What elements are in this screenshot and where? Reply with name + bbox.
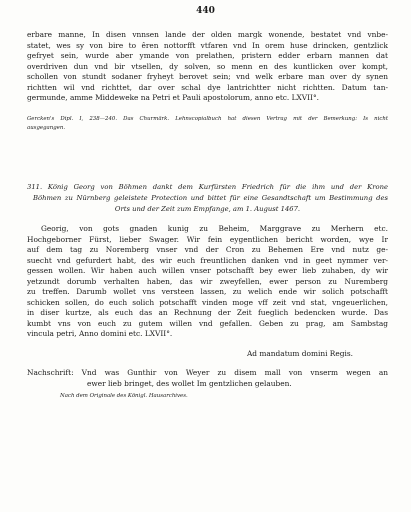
postscript-line: Nachschrift: Vnd was Gunthir von Weyer zu disem mall von vnserm wegen an <box>27 368 388 377</box>
letter-line: vincula petri, Anno domini etc. LXVII°. <box>27 329 173 338</box>
text-line: overdriven dun vnd bir vtsellen, dy solven, so menn en des kuntlicken over kompt, <box>27 61 388 71</box>
letter-line: zu treffen. Darumb wollet vns versteen lassen, zu welich ende wir solich potschafft <box>27 287 388 296</box>
heading-line: Orts und der Zeit zum Empfange, am 1. August 1467. <box>114 205 301 213</box>
letter-line: kumbt vns von euch zu gutem willen vnd gefallen. Geben zu prag, am Sambstag <box>27 318 388 328</box>
heading-line: Böhmen zu Nürnberg geleistete Protection und bittet für eine Gesandtschaft um Bestimmung des <box>33 194 388 202</box>
postscript <box>27 368 388 389</box>
letter-line: auf dem tag zu Noremberg vnser vnd der Cron zu Behemen Ere vnd nutz ge- <box>27 245 388 254</box>
text-line: schollen von stundt sodaner fryheyt berovet sein; vnd welk erbare man over dy synen <box>27 72 388 81</box>
document-heading <box>27 182 388 215</box>
closing-formula: Ad mandatum domini Regis. <box>246 349 353 358</box>
letter-line: suecht vnd gefurdert habt, des wir euch freuntlichen danken vnd in geet nymmer ver- <box>27 255 388 265</box>
letter-line: Georig, von gots gnaden kunig zu Beheim, Marggrave zu Merhern etc. <box>41 224 388 233</box>
source-note <box>27 115 388 132</box>
letter-line: in diser kurtze, als euch das an Rechnung der Zeit fueglich bedencken wurde. Das <box>27 308 388 317</box>
source-note-archive: Nach dem Originale des Königl. Hausarchives. <box>60 393 188 399</box>
source-note-line: Gercken's Dipl. I, 238—240. Das Churmärk. Lehnscopialbuch hat diesen Vertrag mit der Bemerkung: Is nicht <box>27 116 388 122</box>
letter-body <box>27 224 388 340</box>
letter-line: Hochgeborner Fürst, lieber Swager. Wir fein eygentlichen bericht worden, wye Ir <box>27 234 388 244</box>
letter-line: schicken sollen, do euch solich potschafft vinden moge vff zeit vnd stat, vngeuerlichen, <box>27 297 388 307</box>
letter-line: gessen wollen. Wir haben auch willen vnser potschafft bey ewer lieb zuhaben, dy wir <box>27 266 388 275</box>
source-note-line: ausgegangen. <box>27 124 66 131</box>
heading-line: 311. König Georg von Böhmen dankt dem Kurfürsten Friedrich für die ihm und der Krone <box>27 183 388 191</box>
text-line: statet, wes sy von bire to êren nottorfft vtfaren vnd In orem huse drincken, gentzlick <box>27 40 388 50</box>
postscript-line: ewer lieb bringet, des wollet Im gentzlichen gelauben. <box>87 378 292 388</box>
text-line: richtten wil vnd richttet, dar over schal dye lantrichtter nicht richtten. Datum tan- <box>27 82 388 92</box>
text-line: germunde, amme Middeweke na Petri et Pauli apostolorum, anno etc. LXVII°. <box>27 93 320 102</box>
charter-end-paragraph <box>27 30 388 104</box>
page-number: 440 <box>196 6 215 16</box>
text-line: erbare manne, In disen vnnsen lande der olden margk wonende, bestatet vnd vnbe- <box>27 30 388 39</box>
text-line: gefryet sein, wurde aber ymande von prelathen, pristern edder erbarn mannen dat <box>27 51 388 60</box>
letter-line: yetzundt dorumb verhalten haben, das wir zweyfellen, ewer person zu Nuremberg <box>27 276 388 286</box>
